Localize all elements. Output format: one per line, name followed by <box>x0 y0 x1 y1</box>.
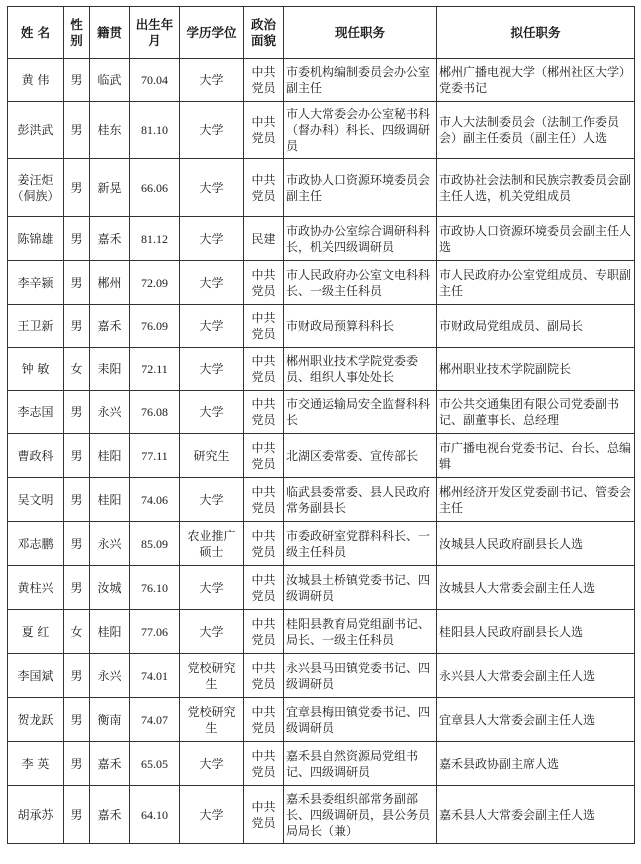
cell-birth: 74.06 <box>130 478 180 522</box>
cell-education: 大学 <box>180 102 244 159</box>
cell-name: 李 英 <box>8 742 64 786</box>
cell-sex: 男 <box>64 478 90 522</box>
cell-proposed-post: 嘉禾县政协副主席人选 <box>437 742 635 786</box>
cell-sex: 男 <box>64 742 90 786</box>
cell-current-post: 市政协人口资源环境委员会副主任 <box>284 159 437 217</box>
cell-name: 陈锦雄 <box>8 217 64 261</box>
cell-sex: 男 <box>64 698 90 742</box>
table-row <box>8 261 635 305</box>
table-row <box>8 102 635 159</box>
cell-current-post: 嘉禾县自然资源局党组书记、四级调研员 <box>284 742 437 786</box>
cell-origin: 桂阳 <box>90 478 130 522</box>
cell-origin: 嘉禾 <box>90 305 130 348</box>
cell-party: 中共党员 <box>244 698 284 742</box>
cell-proposed-post: 市人民政府办公室党组成员、专职副主任 <box>437 261 635 305</box>
cell-education: 大学 <box>180 742 244 786</box>
cell-birth: 65.05 <box>130 742 180 786</box>
cell-education: 大学 <box>180 348 244 391</box>
cell-proposed-post: 嘉禾县人大常委会副主任人选 <box>437 786 635 844</box>
cell-name: 胡承苏 <box>8 786 64 844</box>
cell-current-post: 郴州职业技术学院党委委员、组织人事处处长 <box>284 348 437 391</box>
cell-birth: 70.04 <box>130 59 180 102</box>
cell-party: 中共党员 <box>244 742 284 786</box>
cell-proposed-post: 市财政局党组成员、副局长 <box>437 305 635 348</box>
cell-sex: 男 <box>64 217 90 261</box>
cell-party: 中共党员 <box>244 566 284 610</box>
cell-birth: 74.01 <box>130 654 180 698</box>
cell-proposed-post: 汝城县人大常委会副主任人选 <box>437 566 635 610</box>
cell-party: 中共党员 <box>244 478 284 522</box>
cell-proposed-post: 市人大法制委员会（法制工作委员会）副主任委员（副主任）人选 <box>437 102 635 159</box>
cell-sex: 男 <box>64 522 90 566</box>
cell-name: 贺龙跃 <box>8 698 64 742</box>
cell-sex: 男 <box>64 59 90 102</box>
appointment-table <box>7 6 635 844</box>
table-row <box>8 786 635 844</box>
cell-birth: 66.06 <box>130 159 180 217</box>
cell-birth: 76.08 <box>130 391 180 434</box>
cell-party: 中共党员 <box>244 102 284 159</box>
table-row <box>8 59 635 102</box>
cell-name: 姜汪炬（侗族） <box>8 159 64 217</box>
table-row <box>8 610 635 654</box>
cell-name: 王卫新 <box>8 305 64 348</box>
cell-birth: 77.11 <box>130 434 180 478</box>
cell-current-post: 市财政局预算科科长 <box>284 305 437 348</box>
cell-proposed-post: 市公共交通集团有限公司党委副书记、副董事长、总经理 <box>437 391 635 434</box>
cell-education: 大学 <box>180 305 244 348</box>
cell-origin: 桂阳 <box>90 610 130 654</box>
cell-current-post: 临武县委常委、县人民政府常务副县长 <box>284 478 437 522</box>
header-sex: 性别 <box>64 7 90 59</box>
cell-party: 中共党员 <box>244 261 284 305</box>
cell-education: 大学 <box>180 391 244 434</box>
cell-education: 大学 <box>180 786 244 844</box>
cell-origin: 嘉禾 <box>90 742 130 786</box>
cell-party: 中共党员 <box>244 348 284 391</box>
header-party: 政治面貌 <box>244 7 284 59</box>
cell-current-post: 市交通运输局安全监督科科长 <box>284 391 437 434</box>
cell-name: 曹政科 <box>8 434 64 478</box>
table-row <box>8 654 635 698</box>
cell-birth: 85.09 <box>130 522 180 566</box>
cell-birth: 77.06 <box>130 610 180 654</box>
cell-current-post: 市人民政府办公室文电科科长、一级主任科员 <box>284 261 437 305</box>
header-name: 姓 名 <box>8 7 64 59</box>
table-row <box>8 305 635 348</box>
cell-proposed-post: 郴州经济开发区党委副书记、管委会主任 <box>437 478 635 522</box>
cell-proposed-post: 桂阳县人民政府副县长人选 <box>437 610 635 654</box>
table-row <box>8 217 635 261</box>
cell-proposed-post: 市政协人口资源环境委员会副主任人选 <box>437 217 635 261</box>
cell-party: 民建 <box>244 217 284 261</box>
table-row <box>8 478 635 522</box>
cell-proposed-post: 市广播电视台党委书记、台长、总编辑 <box>437 434 635 478</box>
cell-sex: 男 <box>64 391 90 434</box>
header-origin: 籍贯 <box>90 7 130 59</box>
table-row <box>8 522 635 566</box>
cell-education: 大学 <box>180 610 244 654</box>
cell-education: 大学 <box>180 478 244 522</box>
cell-sex: 男 <box>64 566 90 610</box>
cell-current-post: 市委政研室党群科科长、一级主任科员 <box>284 522 437 566</box>
header-birth: 出生年月 <box>130 7 180 59</box>
cell-birth: 72.09 <box>130 261 180 305</box>
cell-party: 中共党员 <box>244 391 284 434</box>
cell-name: 李辛颍 <box>8 261 64 305</box>
cell-sex: 男 <box>64 102 90 159</box>
cell-current-post: 嘉禾县委组织部常务副部长、四级调研员，县公务员局局长（兼） <box>284 786 437 844</box>
cell-party: 中共党员 <box>244 786 284 844</box>
cell-origin: 郴州 <box>90 261 130 305</box>
cell-origin: 耒阳 <box>90 348 130 391</box>
cell-current-post: 市政协办公室综合调研科科长，机关四级调研员 <box>284 217 437 261</box>
cell-sex: 男 <box>64 159 90 217</box>
cell-origin: 新晃 <box>90 159 130 217</box>
table-row <box>8 159 635 217</box>
cell-name: 黄 伟 <box>8 59 64 102</box>
cell-current-post: 桂阳县教育局党组副书记、局长、一级主任科员 <box>284 610 437 654</box>
cell-proposed-post: 郴州广播电视大学（郴州社区大学）党委书记 <box>437 59 635 102</box>
cell-name: 吴文明 <box>8 478 64 522</box>
table-row <box>8 742 635 786</box>
cell-proposed-post: 汝城县人民政府副县长人选 <box>437 522 635 566</box>
table-header-row <box>8 7 635 59</box>
table-row <box>8 434 635 478</box>
cell-origin: 嘉禾 <box>90 217 130 261</box>
cell-sex: 男 <box>64 434 90 478</box>
cell-origin: 永兴 <box>90 654 130 698</box>
cell-education: 大学 <box>180 59 244 102</box>
cell-proposed-post: 宜章县人大常委会副主任人选 <box>437 698 635 742</box>
header-education: 学历学位 <box>180 7 244 59</box>
cell-party: 中共党员 <box>244 305 284 348</box>
cell-current-post: 市人大常委会办公室秘书科（督办科）科长、四级调研员 <box>284 102 437 159</box>
cell-current-post: 汝城县土桥镇党委书记、四级调研员 <box>284 566 437 610</box>
cell-birth: 64.10 <box>130 786 180 844</box>
cell-origin: 桂东 <box>90 102 130 159</box>
cell-proposed-post: 永兴县人大常委会副主任人选 <box>437 654 635 698</box>
cell-name: 钟 敏 <box>8 348 64 391</box>
cell-education: 农业推广硕士 <box>180 522 244 566</box>
cell-origin: 衡南 <box>90 698 130 742</box>
cell-birth: 74.07 <box>130 698 180 742</box>
cell-education: 党校研究生 <box>180 698 244 742</box>
cell-name: 彭洪武 <box>8 102 64 159</box>
cell-sex: 男 <box>64 786 90 844</box>
cell-proposed-post: 市政协社会法制和民族宗教委员会副主任人选，机关党组成员 <box>437 159 635 217</box>
cell-origin: 嘉禾 <box>90 786 130 844</box>
cell-name: 黄柱兴 <box>8 566 64 610</box>
cell-party: 中共党员 <box>244 159 284 217</box>
cell-proposed-post: 郴州职业技术学院副院长 <box>437 348 635 391</box>
cell-sex: 男 <box>64 654 90 698</box>
cell-birth: 76.10 <box>130 566 180 610</box>
cell-party: 中共党员 <box>244 654 284 698</box>
table-row <box>8 391 635 434</box>
cell-sex: 男 <box>64 261 90 305</box>
header-proposed-post: 拟任职务 <box>437 7 635 59</box>
cell-name: 李国斌 <box>8 654 64 698</box>
cell-birth: 76.09 <box>130 305 180 348</box>
cell-education: 大学 <box>180 261 244 305</box>
cell-name: 李志国 <box>8 391 64 434</box>
header-current-post: 现任职务 <box>284 7 437 59</box>
cell-origin: 汝城 <box>90 566 130 610</box>
cell-birth: 81.12 <box>130 217 180 261</box>
table-row <box>8 566 635 610</box>
cell-current-post: 市委机构编制委员会办公室副主任 <box>284 59 437 102</box>
cell-party: 中共党员 <box>244 434 284 478</box>
cell-current-post: 北湖区委常委、宣传部长 <box>284 434 437 478</box>
cell-origin: 临武 <box>90 59 130 102</box>
cell-party: 中共党员 <box>244 59 284 102</box>
cell-name: 邓志鹏 <box>8 522 64 566</box>
cell-party: 中共党员 <box>244 522 284 566</box>
cell-origin: 永兴 <box>90 391 130 434</box>
cell-education: 大学 <box>180 566 244 610</box>
cell-origin: 永兴 <box>90 522 130 566</box>
cell-sex: 女 <box>64 348 90 391</box>
cell-sex: 女 <box>64 610 90 654</box>
cell-education: 党校研究生 <box>180 654 244 698</box>
cell-birth: 72.11 <box>130 348 180 391</box>
cell-party: 中共党员 <box>244 610 284 654</box>
cell-sex: 男 <box>64 305 90 348</box>
table-row <box>8 348 635 391</box>
cell-education: 研究生 <box>180 434 244 478</box>
cell-birth: 81.10 <box>130 102 180 159</box>
cell-current-post: 永兴县马田镇党委书记、四级调研员 <box>284 654 437 698</box>
cell-education: 大学 <box>180 159 244 217</box>
cell-name: 夏 红 <box>8 610 64 654</box>
cell-current-post: 宜章县梅田镇党委书记、四级调研员 <box>284 698 437 742</box>
cell-education: 大学 <box>180 217 244 261</box>
table-row <box>8 698 635 742</box>
cell-origin: 桂阳 <box>90 434 130 478</box>
